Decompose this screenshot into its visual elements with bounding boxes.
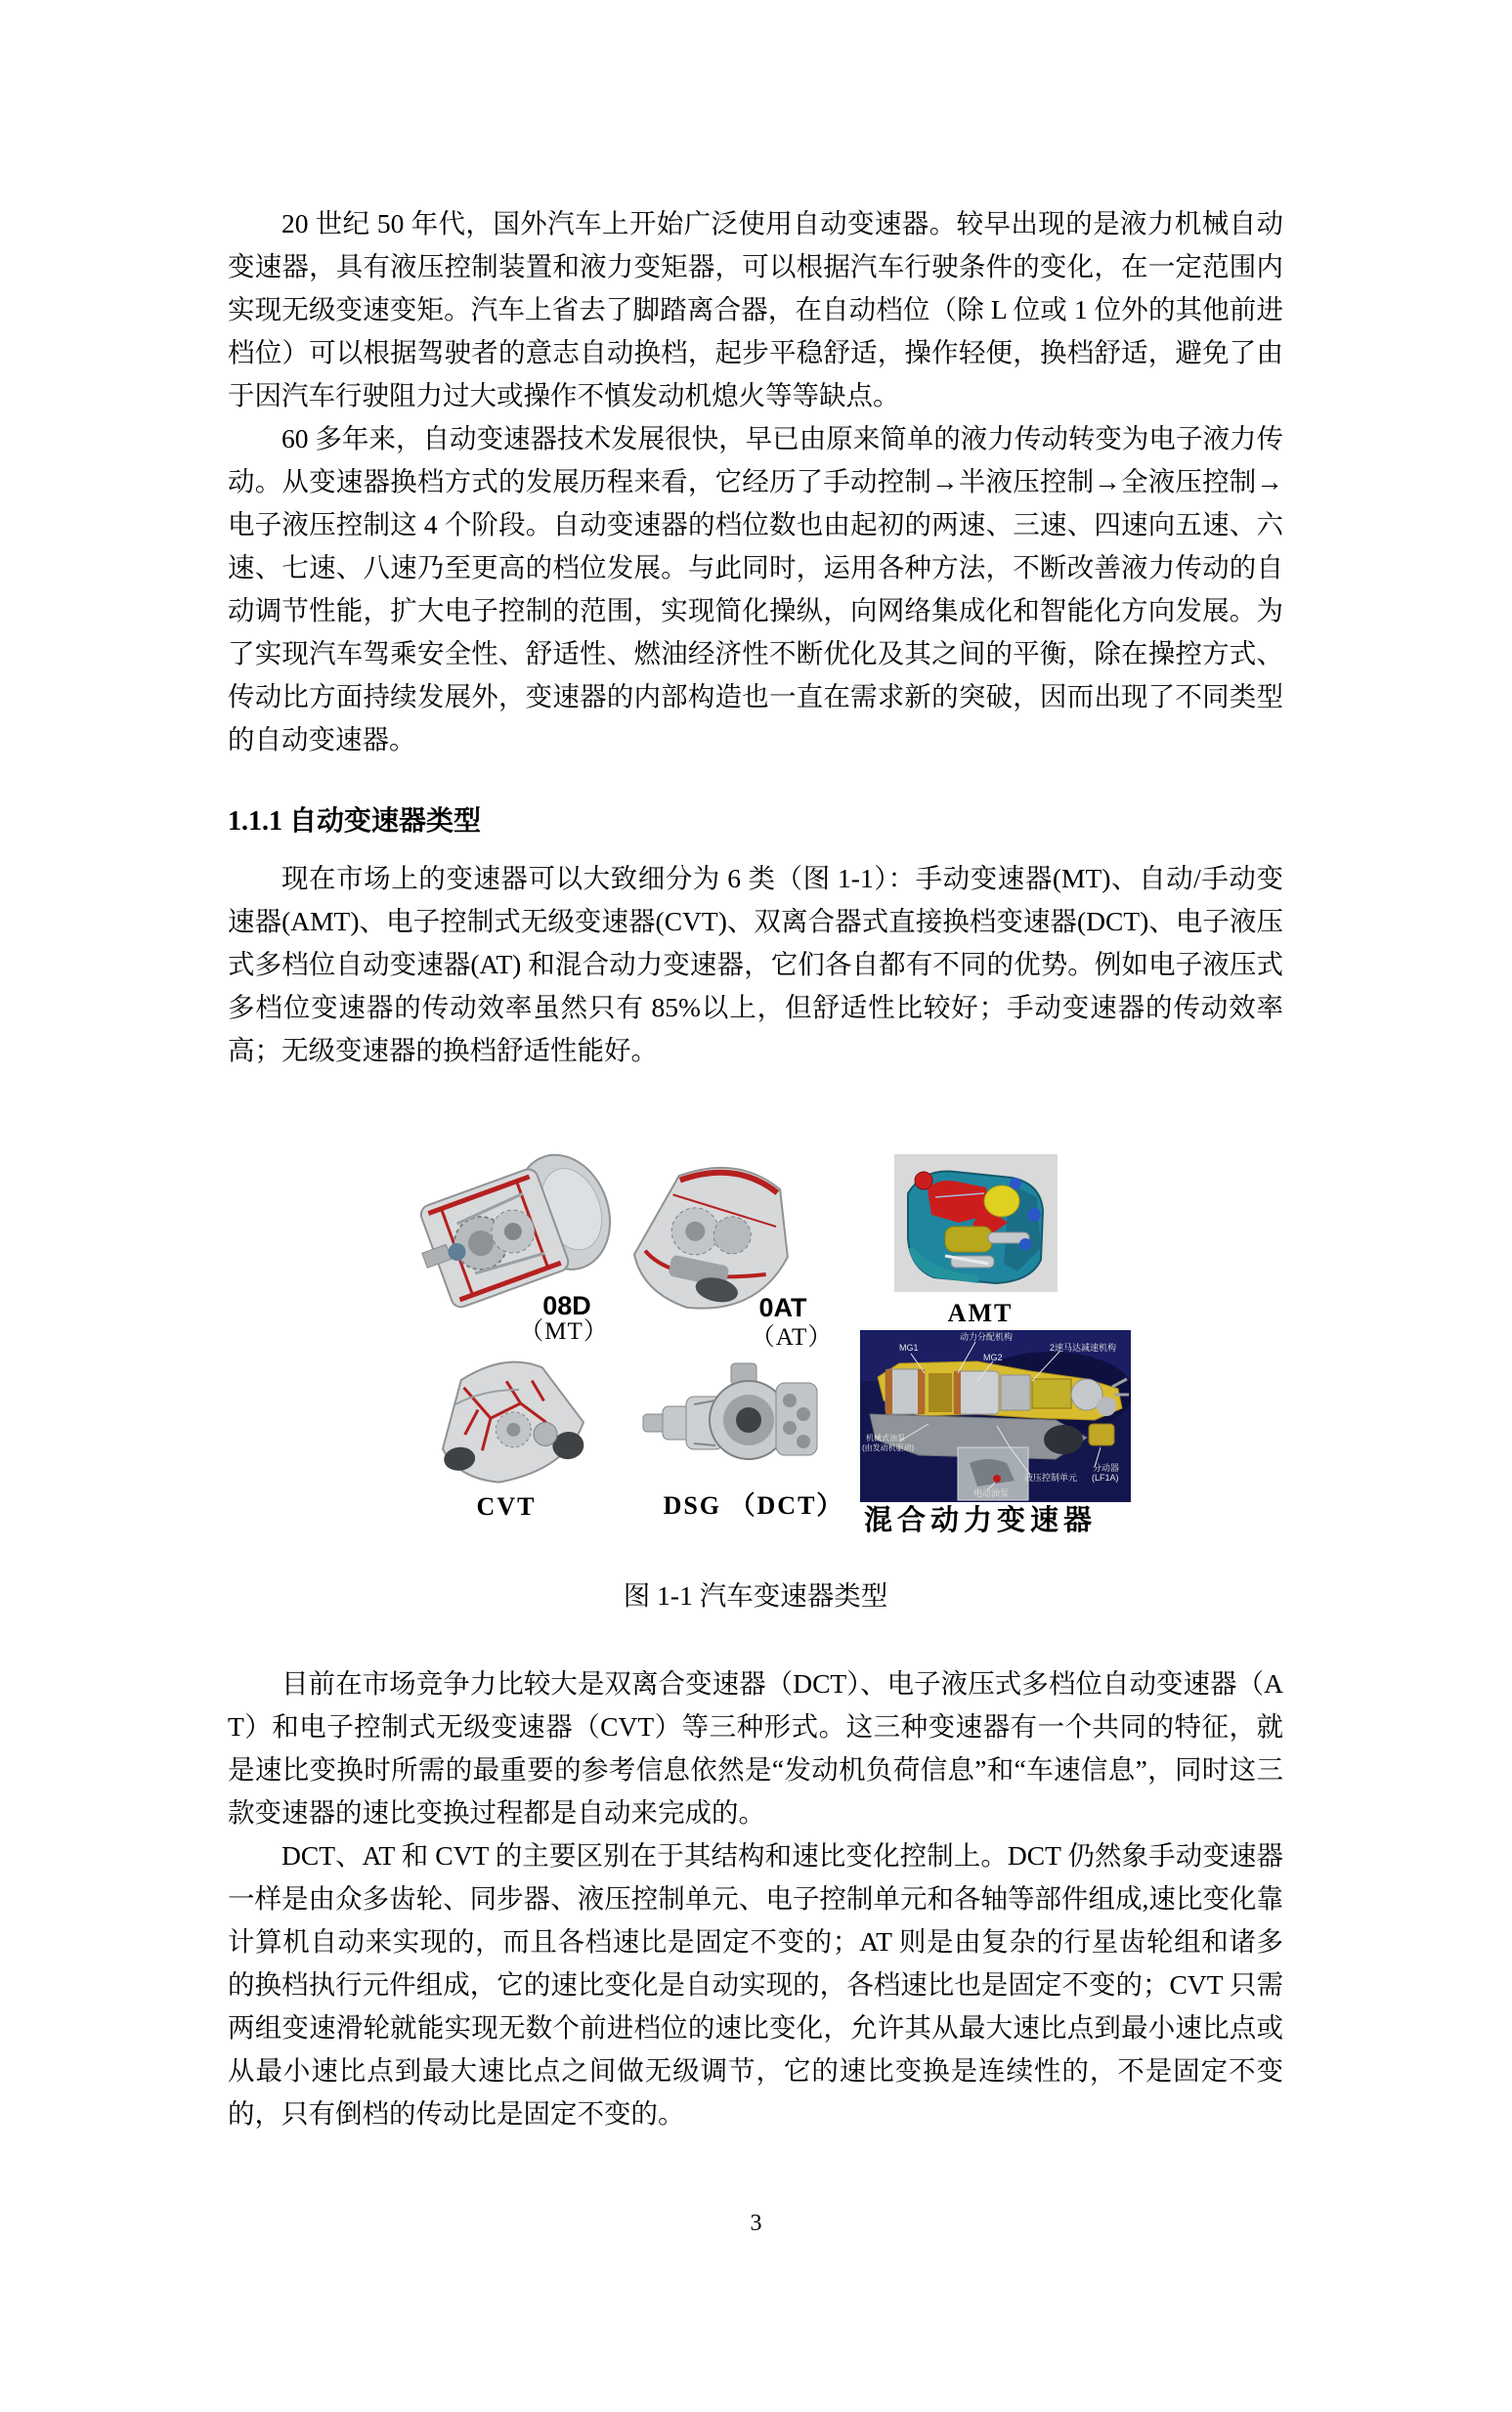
figure-1-1 bbox=[228, 1108, 1283, 1558]
hybrid-annotation-mech-pump: 机械式油泵 bbox=[866, 1434, 905, 1443]
paragraph-transmission-types: 现在市场上的变速器可以大致细分为 6 类（图 1-1）：手动变速器(MT)、自动/手动变速器(AMT)、电子控制式无级变速器(CVT)、双离合器式直接换档变速器(DCT)、电子液压式多档位自动变速器(AT) 和混合动力变速器，它们各自都有不同的优势。例如电子液压式多档位变速器的传动效率虽然只有 85%以上，但舒适性比较好；手动变速器的传动效率高；无级变速器的换档舒适性能好。 bbox=[228, 863, 1283, 1065]
hybrid-annotation-hydraulic-unit: 液压控制单元 bbox=[1024, 1473, 1078, 1483]
label-08d-code: 08D bbox=[542, 1291, 591, 1320]
label-08d-type: （MT） bbox=[519, 1318, 609, 1345]
page-number: 3 bbox=[750, 2211, 762, 2236]
figure-caption: 图 1-1 汽车变速器类型 bbox=[623, 1580, 888, 1611]
hybrid-annotation-mg2: MG2 bbox=[983, 1353, 1003, 1362]
hybrid-transmission-image bbox=[860, 1330, 1131, 1502]
hybrid-annotation-engine-driven: (由发动机驱动) bbox=[862, 1443, 915, 1452]
label-0at-code: 0AT bbox=[758, 1293, 807, 1322]
hybrid-annotation-electric-pump: 电动油泵 bbox=[973, 1488, 1010, 1498]
paragraph-history-2: 60 多年来，自动变速器技术发展很快，早已由原来简单的液力传动转变为电子液力传动。从变速器换档方式的发展历程来看，它经历了手动控制→半液压控制→全液压控制→电子液压控制这 4 个阶段。自动变速器的档位数也由起初的两速、三速、四速向五速、六速、七速、八速乃至更高的档位发展。与此同时，运用各种方法，不断改善液力传动的自动调节性能，扩大电子控制的范围，实现简化操纵，向网络集成化和智能化方向发展。为了实现汽车驾乘安全性、舒适性、燃油经济性不断优化及其之间的平衡，除在操控方式、传动比方面持续发展外，变速器的内部构造也一直在需求新的突破，因而出现了不同类型的自动变速器。 bbox=[228, 423, 1283, 754]
hybrid-annotation-transfer-case: 分动器 bbox=[1093, 1463, 1120, 1473]
label-0at-type: （AT） bbox=[750, 1324, 834, 1351]
dsg-transmission-image bbox=[637, 1357, 821, 1481]
cvt-transmission-image bbox=[428, 1348, 594, 1486]
label-amt: AMT bbox=[947, 1299, 1014, 1327]
label-hybrid: 混合动力变速器 bbox=[863, 1505, 1098, 1536]
label-dsg-dct: DSG （DCT） bbox=[663, 1491, 844, 1520]
hybrid-annotation-mg1: MG1 bbox=[899, 1343, 919, 1353]
section-heading: 1.1.1 自动变速器类型 bbox=[228, 806, 482, 837]
paragraph-market-competition: 目前在市场竞争力比较大是双离合变速器（DCT）、电子液压式多档位自动变速器（AT）和电子控制式无级变速器（CVT）等三种形式。这三种变速器有一个共同的特征，就是速比变换时所需的最重要的参考信息依然是“发动机负荷信息”和“车速信息”，同时这三款变速器的速比变换过程都是自动来完成的。 bbox=[228, 1668, 1283, 1828]
dsg-transmission-graphic bbox=[637, 1357, 821, 1481]
hybrid-annotation-motor-reducer: 2速马达减速机构 bbox=[1050, 1343, 1117, 1353]
amt-transmission-cad-graphic bbox=[894, 1154, 1058, 1292]
hybrid-annotation-power-split: 动力分配机构 bbox=[960, 1332, 1014, 1342]
paragraph-dct-at-cvt-difference: DCT、AT 和 CVT 的主要区别在于其结构和速比变化控制上。DCT 仍然象手动变速器一样是由众多齿轮、同步器、液压控制单元、电子控制单元和各轴等部件组成,速比变化靠计算机自动来实现的，而且各档速比是固定不变的；AT 则是由复杂的行星齿轮组和诸多的换档执行元件组成，它的速比变化是自动实现的，各档速比也是固定不变的；CVT 只需两组变速滑轮就能实现无数个前进档位的速比变化，允许其从最大速比点到最小速比点或从最小速比点到最大速比点之间做无级调节，它的速比变换是连续性的，不是固定不变的，只有倒档的传动比是固定不变的。 bbox=[228, 1840, 1283, 2129]
label-cvt: CVT bbox=[476, 1492, 537, 1521]
paragraph-history-1: 20 世纪 50 年代，国外汽车上开始广泛使用自动变速器。较早出现的是液力机械自动变速器，具有液压控制装置和液力变矩器，可以根据汽车行驶条件的变化，在一定范围内实现无级变速变矩。汽车上省去了脚踏离合器，在自动档位（除 L 位或 1 位外的其他前进档位）可以根据驾驶者的意志自动换档，起步平稳舒适，操作轻便，换档舒适，避免了由于因汽车行驶阻力过大或操作不慎发动机熄火等等缺点。 bbox=[228, 208, 1283, 410]
hybrid-annotation-lf1a: (LF1A) bbox=[1092, 1473, 1119, 1483]
cvt-transmission-cutaway-graphic bbox=[428, 1348, 594, 1486]
amt-transmission-image bbox=[894, 1154, 1058, 1292]
